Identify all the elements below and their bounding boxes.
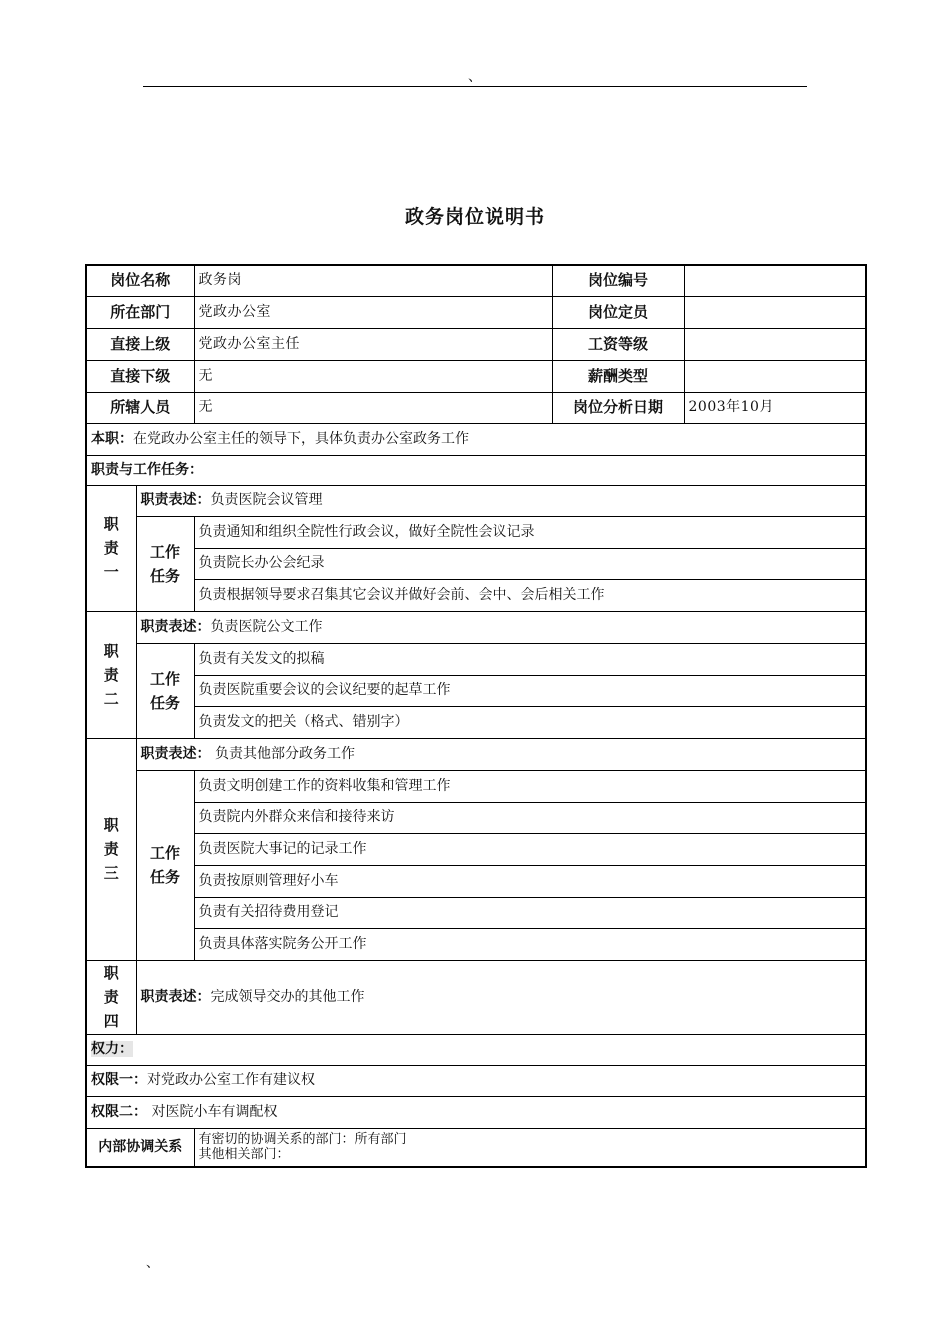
staff-value: 无 xyxy=(194,392,552,423)
authority-2-text: 对医院小车有调配权 xyxy=(147,1103,278,1120)
row-staff xyxy=(86,392,866,423)
footer-mark: 、 xyxy=(146,1256,160,1271)
duty-3-task-label: 工作 任务 xyxy=(136,770,194,960)
duty-1-desc-row xyxy=(86,485,866,516)
duty-3-task-row xyxy=(86,833,866,865)
authority-1-label: 权限一： xyxy=(91,1072,147,1088)
duty-1-desc-text: 负责医院会议管理 xyxy=(210,492,323,508)
duty-3-task-2: 负责院内外群众来信和接待来访 xyxy=(194,802,866,833)
coordination-line-1: 有密切的协调关系的部门：所有部门 xyxy=(198,1132,407,1148)
row-coordination xyxy=(86,1128,866,1167)
duty-4-row xyxy=(86,960,866,1034)
duty-2-desc: 职责表述：负责医院公文工作 xyxy=(136,611,866,643)
post-name-value: 政务岗 xyxy=(194,265,552,296)
duty-2-task-3: 负责发文的把关（格式、错别字） xyxy=(194,706,866,738)
duty-2-task-2: 负责医院重要会议的会议纪要的起草工作 xyxy=(194,675,866,706)
row-authority-heading xyxy=(86,1034,866,1065)
duty-3-task-3: 负责医院大事记的记录工作 xyxy=(194,833,866,865)
duty-4-desc-text: 完成领导交办的其他工作 xyxy=(210,988,365,1005)
duty-2-task-row xyxy=(86,643,866,675)
coordination-value xyxy=(194,1128,866,1167)
coordination-line-2: 其他相关部门： xyxy=(198,1147,290,1163)
row-main-duty xyxy=(86,423,866,455)
duty-4-label: 职 责 四 xyxy=(86,960,136,1034)
subordinate-value: 无 xyxy=(194,360,552,392)
duty-1-task-1: 负责通知和组织全院性行政会议，做好全院性会议记录 xyxy=(194,516,866,548)
pay-type-label: 薪酬类型 xyxy=(552,360,684,392)
header-rule xyxy=(143,86,807,87)
duty-3-task-row xyxy=(86,897,866,928)
duty-2-desc-text: 负责医院公文工作 xyxy=(210,618,323,635)
row-superior xyxy=(86,328,866,360)
duty-2-task-row xyxy=(86,675,866,706)
row-authority-2 xyxy=(86,1096,866,1128)
superior-label: 直接上级 xyxy=(86,328,194,360)
authority-heading: 权力： xyxy=(91,1041,133,1057)
duty-2-task-label: 工作 任务 xyxy=(136,643,194,738)
post-code-label: 岗位编号 xyxy=(552,265,684,296)
quota-label: 岗位定员 xyxy=(552,296,684,328)
page-title: 政务岗位说明书 xyxy=(404,206,545,228)
analysis-date-value: 2003年10月 xyxy=(684,392,866,423)
main-duty-cell xyxy=(86,423,866,455)
duty-3-task-row xyxy=(86,865,866,897)
duty-1-task-row xyxy=(86,548,866,579)
duty-2-desc-row xyxy=(86,611,866,643)
duty-1-task-2: 负责院长办公会纪录 xyxy=(194,548,866,579)
duty-3-task-row xyxy=(86,928,866,960)
duty-1-task-3: 负责根据领导要求召集其它会议并做好会前、会中、会后相关工作 xyxy=(194,579,866,611)
main-duty-label: 本职： xyxy=(91,430,133,447)
row-department xyxy=(86,296,866,328)
row-subordinate xyxy=(86,360,866,392)
duty-2-task-1: 负责有关发文的拟稿 xyxy=(194,643,866,675)
department-label: 所在部门 xyxy=(86,296,194,328)
duty-2-label: 职 责 二 xyxy=(86,611,136,738)
duty-1-task-row xyxy=(86,516,866,548)
duty-4-desc: 职责表述：完成领导交办的其他工作 xyxy=(136,960,866,1034)
duty-3-task-row xyxy=(86,802,866,833)
grade-label: 工资等级 xyxy=(552,328,684,360)
subordinate-label: 直接下级 xyxy=(86,360,194,392)
header-mark: 、 xyxy=(468,69,482,85)
authority-2-cell xyxy=(86,1096,866,1128)
duty-3-task-4: 负责按原则管理好小车 xyxy=(194,865,866,897)
row-post-name xyxy=(86,265,866,296)
duty-3-task-1: 负责文明创建工作的资料收集和管理工作 xyxy=(194,770,866,802)
duty-3-task-row xyxy=(86,770,866,802)
authority-1-text: 对党政办公室工作有建议权 xyxy=(147,1072,315,1088)
duty-1-task-row xyxy=(86,579,866,611)
duty-3-desc: 职责表述： 负责其他部分政务工作 xyxy=(136,738,866,770)
authority-heading-cell xyxy=(86,1034,866,1065)
post-name-label: 岗位名称 xyxy=(86,265,194,296)
pay-type-value xyxy=(684,360,866,392)
analysis-date-label: 岗位分析日期 xyxy=(552,392,684,423)
duty-3-task-6: 负责具体落实院务公开工作 xyxy=(194,928,866,960)
post-code-value xyxy=(684,265,866,296)
grade-value xyxy=(684,328,866,360)
main-duty-text: 在党政办公室主任的领导下，具体负责办公室政务工作 xyxy=(133,430,469,447)
row-authority-1 xyxy=(86,1065,866,1096)
superior-value: 党政办公室主任 xyxy=(194,328,552,360)
duty-3-desc-text: 负责其他部分政务工作 xyxy=(210,745,355,762)
duty-1-desc: 职责表述：负责医院会议管理 xyxy=(136,485,866,516)
duty-3-task-5: 负责有关招待费用登记 xyxy=(194,897,866,928)
duty-3-desc-row xyxy=(86,738,866,770)
department-value: 党政办公室 xyxy=(194,296,552,328)
coordination-label: 内部协调关系 xyxy=(86,1128,194,1167)
authority-1-cell xyxy=(86,1065,866,1096)
staff-label: 所辖人员 xyxy=(86,392,194,423)
duty-1-task-label: 工作 任务 xyxy=(136,516,194,611)
duty-3-label: 职 责 三 xyxy=(86,738,136,960)
quota-value xyxy=(684,296,866,328)
duties-heading: 职责与工作任务： xyxy=(86,455,866,485)
job-description-table xyxy=(85,264,867,1168)
row-duties-heading xyxy=(86,455,866,485)
duty-2-task-row xyxy=(86,706,866,738)
authority-2-label: 权限二： xyxy=(91,1103,147,1120)
duty-1-label: 职 责 一 xyxy=(86,485,136,611)
